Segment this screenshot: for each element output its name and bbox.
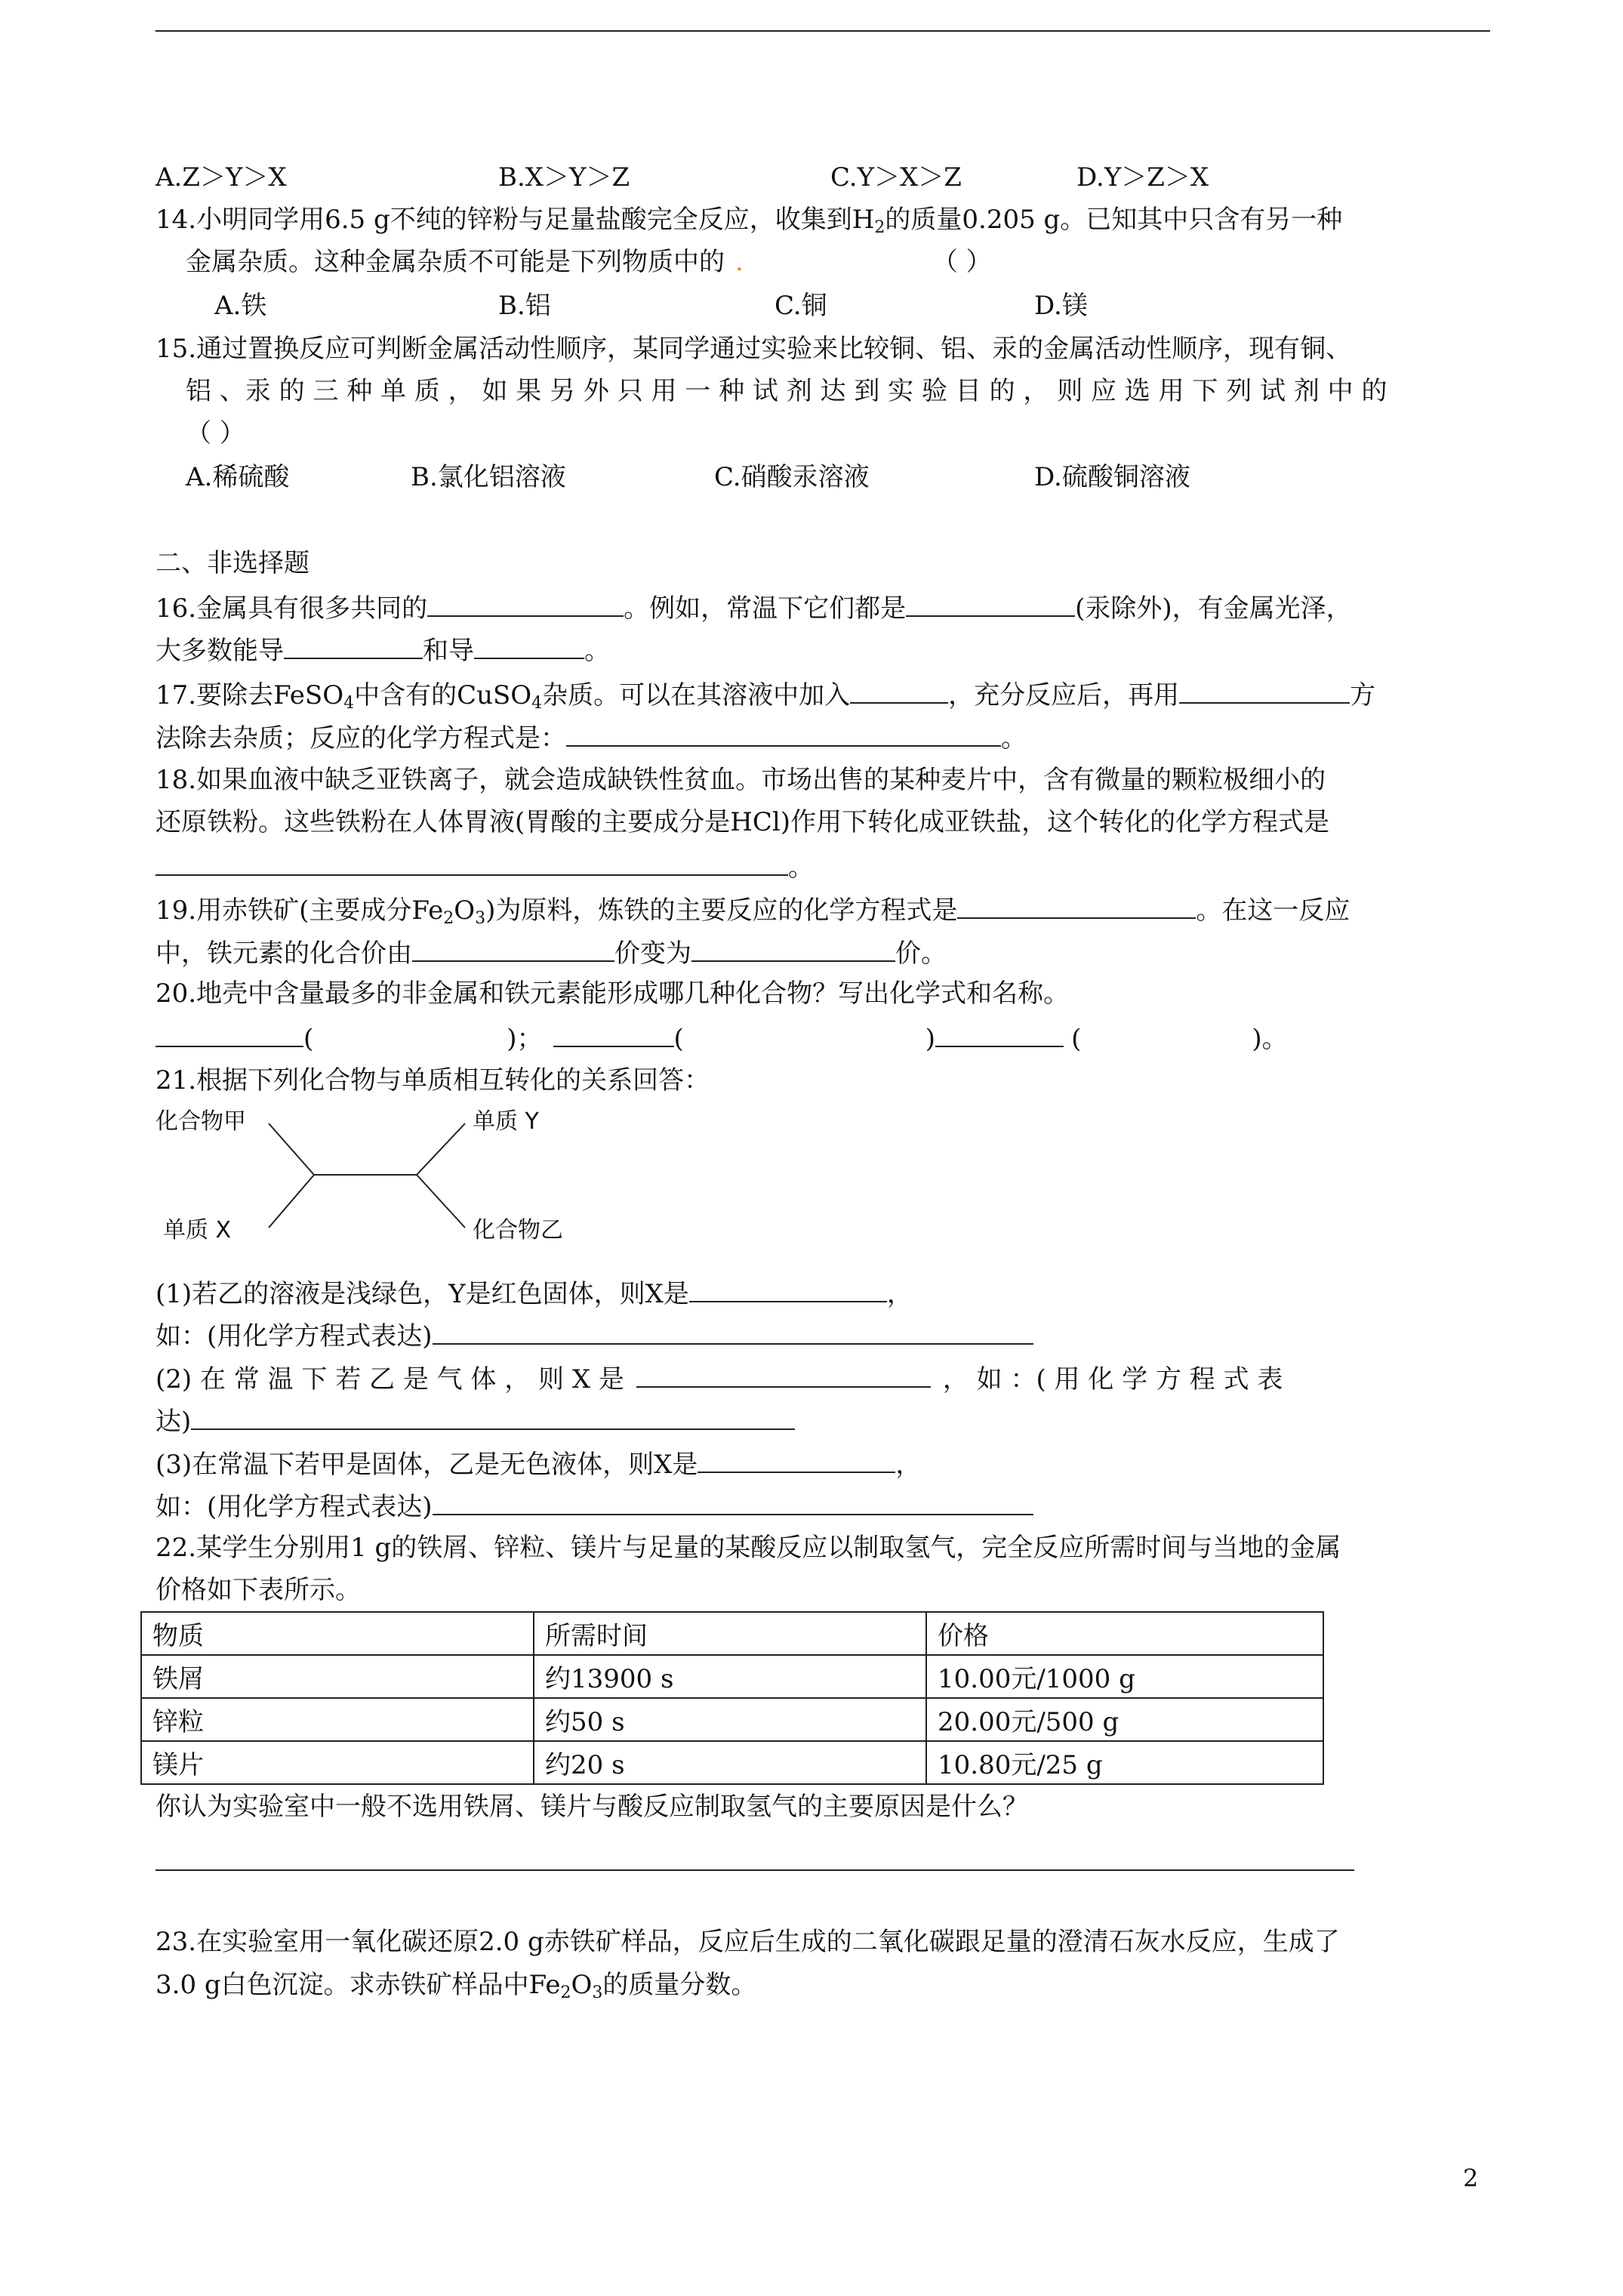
table-cell: 约50 s xyxy=(534,1698,926,1741)
q17-line2: 法除去杂质；反应的化学方程式是： 。 xyxy=(156,720,1027,755)
table-cell: 锌粒 xyxy=(141,1698,534,1741)
answer-line xyxy=(156,1869,1354,1871)
q17-line1: 17.要除去FeSO$_4$中含有的CuSO$_4$杂质。可以在其溶液中加入 ，充分反应后，再用 方 xyxy=(156,676,1375,712)
q15-option-d: D.硫酸铜溶液 xyxy=(1034,462,1190,492)
page-number: 2 xyxy=(1463,2164,1479,2193)
q14-option-b: B.铝 xyxy=(498,291,551,321)
q22-line2: 价格如下表所示。 xyxy=(156,1575,361,1605)
q18-line3: 。 xyxy=(156,849,814,884)
q13-option-d: D.Y＞Z＞X xyxy=(1076,162,1209,193)
table-header-cell: 价格 xyxy=(926,1612,1323,1655)
q21-sub1-line2: 如：(用化学方程式表达) xyxy=(156,1318,1033,1353)
q13-option-c: C.Y＞X＞Z xyxy=(830,162,962,193)
table-cell: 20.00元/500 g xyxy=(926,1698,1323,1741)
q13-option-b: B.X＞Y＞Z xyxy=(498,162,630,193)
table-cell: 镁片 xyxy=(141,1741,534,1784)
q21-line1: 21.根据下列化合物与单质相互转化的关系回答： xyxy=(156,1065,710,1096)
q14-line2: 金属杂质。这种金属杂质不可能是下列物质中的 . （ ） xyxy=(186,247,992,277)
q13-option-a: A.Z＞Y＞X xyxy=(156,162,287,193)
table-cell: 铁屑 xyxy=(141,1655,534,1698)
q14-option-d: D.镁 xyxy=(1034,291,1088,321)
q22-question: 你认为实验室中一般不选用铁屑、镁片与酸反应制取氢气的主要原因是什么？ xyxy=(156,1792,1028,1822)
q18-line2: 还原铁粉。这些铁粉在人体胃液(胃酸的主要成分是HCl)作用下转化成亚铁盐，这个转化的化学方程式是 xyxy=(156,807,1330,837)
q19-line1: 19.用赤铁矿(主要成分$Fe_2O_3$)为原料，炼铁的主要反应的化学方程式是 。在这一反应 xyxy=(156,892,1350,927)
q18-line1: 18.如果血液中缺乏亚铁离子，就会造成缺铁性贫血。市场出售的某种麦片中，含有微量的颗粒极细小的 xyxy=(156,765,1326,795)
diagram-element-x: 单质 X xyxy=(163,1217,232,1244)
diagram-element-y: 单质 Y xyxy=(473,1108,539,1135)
table-cell: 10.00元/1000 g xyxy=(926,1655,1323,1698)
table-header-cell: 物质 xyxy=(141,1612,534,1655)
q21-sub1-line1: (1)若乙的溶液是浅绿色，Y是红色固体，则X是 ， xyxy=(156,1275,913,1311)
q15-option-a: A.稀硫酸 xyxy=(186,462,290,492)
table-row xyxy=(141,1741,1323,1784)
q23-line2: 3.0 g白色沉淀。求赤铁矿样品中$Fe_2O_3$的质量分数。 xyxy=(156,1970,757,2002)
section-title: 二、非选择题 xyxy=(156,548,310,578)
table-row xyxy=(141,1698,1323,1741)
q21-sub3-line1: (3)在常温下若甲是固体，乙是无色液体，则X是 ， xyxy=(156,1446,921,1481)
diagram-compound-b: 化合物乙 xyxy=(473,1217,563,1244)
q22-line1: 22.某学生分别用1 g的铁屑、锌粒、镁片与足量的某酸反应以制取氢气，完全反应所需时间与当地的金属 xyxy=(156,1533,1341,1563)
q19-line2: 中，铁元素的化合价由 价变为 价。 xyxy=(156,935,947,970)
table-cell: 约13900 s xyxy=(534,1655,926,1698)
q21-sub2-line1: (2) 在 常 温 下 若 乙 是 气 体 ， 则 X 是 ， 如 ：( 用 化 学 方 程 式 表 xyxy=(156,1361,1283,1396)
q20-line1: 20.地壳中含量最多的非金属和铁元素能形成哪几种化合物？写出化学式和名称。 xyxy=(156,978,1070,1009)
table-cell: 约20 s xyxy=(534,1741,926,1784)
table-row xyxy=(141,1655,1323,1698)
conversion-diagram xyxy=(156,1108,578,1259)
q16-line1: 16.金属具有很多共同的 。例如，常温下它们都是 (汞除外)，有金属光泽， xyxy=(156,590,1352,625)
q23-line1: 23.在实验室用一氧化碳还原2.0 g赤铁矿样品，反应后生成的二氧化碳跟足量的澄清石灰水反应，生成了 xyxy=(156,1927,1340,1957)
q15-option-c: C.硝酸汞溶液 xyxy=(714,462,870,492)
q15-option-b: B.氯化铝溶液 xyxy=(411,462,566,492)
q14-option-c: C.铜 xyxy=(775,291,827,321)
q21-sub3-line2: 如：(用化学方程式表达) xyxy=(156,1488,1033,1524)
table-header-cell: 所需时间 xyxy=(534,1612,926,1655)
q21-sub2-line2: 达) xyxy=(156,1403,795,1438)
diagram-compound-a: 化合物甲 xyxy=(156,1108,246,1135)
q14-option-a: A.铁 xyxy=(214,291,267,321)
table-cell: 10.80元/25 g xyxy=(926,1741,1323,1784)
q15-line1: 15.通过置换反应可判断金属活动性顺序，某同学通过实验来比较铜、铝、汞的金属活动性顺序，现有铜、 xyxy=(156,334,1352,364)
q14-line1: 14.小明同学用6.5 g不纯的锌粉与足量盐酸完全反应，收集到$H_2$的质量0.205 g。已知其中只含有另一种 xyxy=(156,205,1343,237)
q15-line3: （ ） xyxy=(186,418,245,448)
q16-line2: 大多数能导 和导 。 xyxy=(156,632,610,667)
header-rule xyxy=(156,30,1490,32)
metal-price-table xyxy=(140,1611,1324,1785)
table-header-row xyxy=(141,1612,1323,1655)
q15-line2: 铝 、汞 的 三 种 单 质 ， 如 果 另 外 只 用 一 种 试 剂 达 到 实 验 目 的 ， 则 应 选 用 下 列 试 剂 中 的 xyxy=(186,376,1387,406)
q20-line2: ( )； ( ) ( )。 xyxy=(156,1020,1288,1056)
